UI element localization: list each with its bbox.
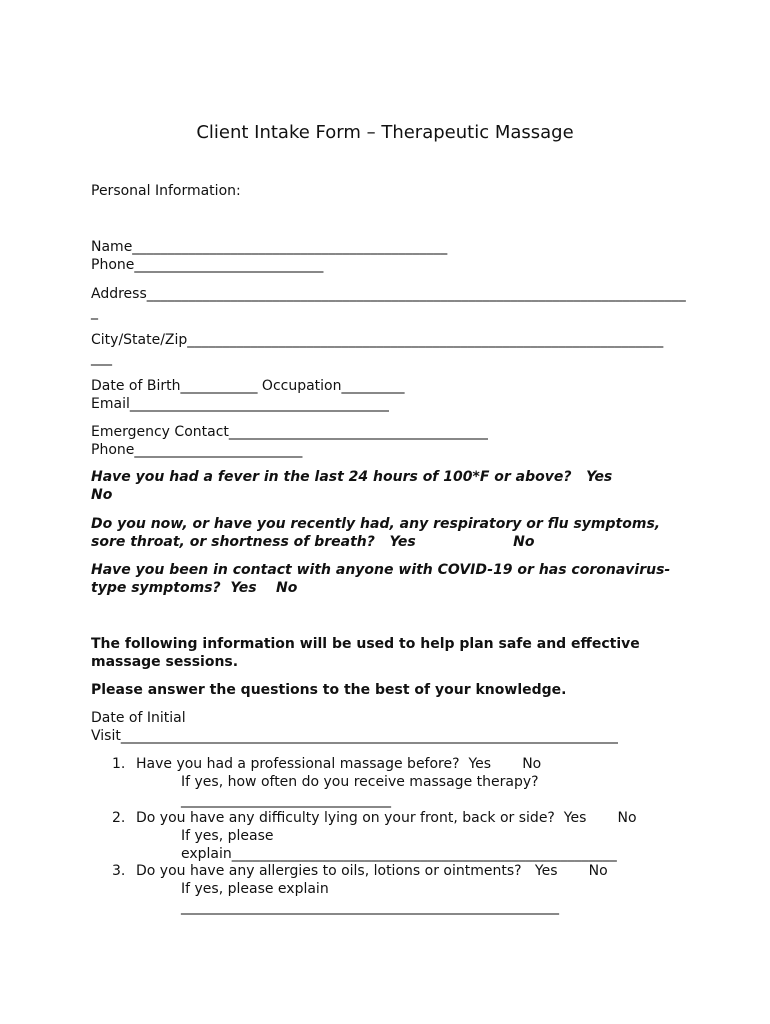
- form-title: Client Intake Form – Therapeutic Massage: [196, 122, 574, 143]
- address-field-continuation: _: [91, 304, 98, 320]
- question-number: 3.: [112, 863, 126, 879]
- fever-question: Have you had a fever in the last 24 hours of 100*F or above? Yes: [91, 469, 613, 485]
- address-field[interactable]: Address_____________________________________________________________________________: [91, 286, 686, 302]
- email-field[interactable]: Email_____________________________________: [91, 396, 389, 412]
- fever-question-no: No: [91, 487, 113, 503]
- initial-visit-field[interactable]: Visit_______________________________________________________________________: [91, 728, 618, 744]
- question-number: 1.: [112, 756, 126, 772]
- question-number: 2.: [112, 810, 126, 826]
- lying-difficulty-explain-field[interactable]: explain_______________________________________________________: [181, 846, 617, 862]
- lying-difficulty-question: Do you have any difficulty lying on your front, back or side? Yes No: [136, 810, 637, 826]
- answer-instruction: Please answer the questions to the best of your knowledge.: [91, 682, 567, 698]
- phone-field[interactable]: Phone___________________________: [91, 257, 324, 273]
- city-state-zip-continuation: ___: [91, 350, 112, 366]
- lying-difficulty-explain-label: If yes, please: [181, 828, 274, 844]
- emergency-phone-field[interactable]: Phone________________________: [91, 442, 303, 458]
- initial-visit-label: Date of Initial: [91, 710, 186, 726]
- personal-info-heading: Personal Information:: [91, 183, 241, 199]
- symptoms-question: Do you now, or have you recently had, any respiratory or flu symptoms,: [91, 516, 661, 532]
- allergies-question: Do you have any allergies to oils, lotions or ointments? Yes No: [136, 863, 608, 879]
- info-paragraph-line2: massage sessions.: [91, 654, 239, 670]
- city-state-zip-field[interactable]: City/State/Zip____________________________________________________________________: [91, 332, 664, 348]
- contact-question-cont: type symptoms? Yes No: [91, 580, 298, 596]
- emergency-contact-field[interactable]: Emergency Contact_____________________________________: [91, 424, 488, 440]
- massage-before-question: Have you had a professional massage before? Yes No: [136, 756, 542, 772]
- contact-question: Have you been in contact with anyone with COVID-19 or has coronavirus-: [91, 562, 671, 578]
- massage-frequency-field[interactable]: ______________________________: [181, 792, 391, 808]
- name-field[interactable]: Name_____________________________________________: [91, 239, 448, 255]
- allergies-explain-field[interactable]: ______________________________________________________: [181, 899, 559, 915]
- dob-occupation-field[interactable]: Date of Birth___________ Occupation_________: [91, 378, 405, 394]
- allergies-explain-label: If yes, please explain: [181, 881, 329, 897]
- symptoms-question-cont: sore throat, or shortness of breath? Yes No: [91, 534, 535, 550]
- info-paragraph-line1: The following information will be used to help plan safe and effective: [91, 636, 640, 652]
- massage-frequency-label: If yes, how often do you receive massage therapy?: [181, 774, 539, 790]
